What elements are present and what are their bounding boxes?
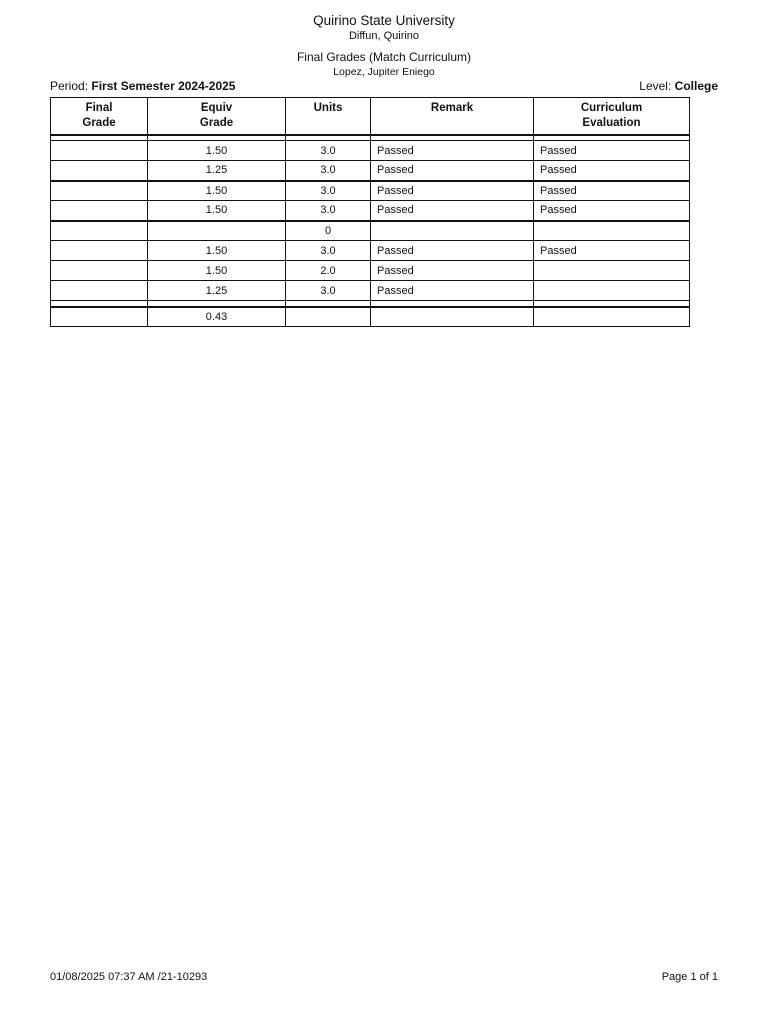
equiv-grade-cell: 1.25	[148, 161, 286, 181]
units-cell: 3.0	[286, 141, 371, 161]
remark-cell: Passed	[371, 141, 534, 161]
remark-cell: Passed	[371, 261, 534, 281]
equiv-grade-cell: 1.50	[148, 141, 286, 161]
final-grade-header-line2: Grade	[82, 117, 116, 129]
remark-cell: Passed	[371, 281, 534, 301]
equiv-grade-cell: 1.25	[148, 281, 286, 301]
grades-table	[50, 97, 690, 327]
total-equiv-grade-cell: 0.43	[148, 307, 286, 327]
equiv-grade-header-line2: Grade	[199, 117, 234, 129]
column-header-equiv-grade	[148, 98, 286, 135]
units-cell: 3.0	[286, 181, 371, 201]
final-grade-cell	[51, 221, 148, 241]
total-evaluation-cell	[534, 307, 690, 327]
column-header-remark	[371, 98, 534, 135]
remark-cell	[371, 221, 534, 241]
evaluation-cell: Passed	[534, 141, 690, 161]
table-row	[51, 241, 690, 261]
table-row	[51, 261, 690, 281]
equiv-grade-cell: 1.50	[148, 261, 286, 281]
remark-cell: Passed	[371, 201, 534, 221]
total-row	[51, 307, 690, 327]
page-number: Page 1 of 1	[661, 971, 718, 983]
units-cell: 3.0	[286, 241, 371, 261]
final-grade-cell	[51, 181, 148, 201]
level-info	[639, 79, 718, 93]
units-cell: 3.0	[286, 201, 371, 221]
equiv-grade-cell: 1.50	[148, 201, 286, 221]
table-row	[51, 281, 690, 301]
equiv-grade-cell	[148, 221, 286, 241]
units-cell: 3.0	[286, 281, 371, 301]
evaluation-cell	[534, 281, 690, 301]
column-header-curriculum-evaluation	[534, 98, 690, 135]
university-address: Diffun, Quirino	[348, 30, 420, 42]
university-name: Quirino State University	[313, 13, 455, 28]
final-grade-cell	[51, 281, 148, 301]
period-info	[50, 79, 235, 93]
final-grade-header-line1: Final	[85, 102, 113, 114]
final-grade-cell	[51, 261, 148, 281]
equiv-grade-cell: 1.50	[148, 241, 286, 261]
table-row	[51, 201, 690, 221]
column-header-units	[286, 98, 371, 135]
table-row	[51, 181, 690, 201]
evaluation-cell: Passed	[534, 161, 690, 181]
level-label: Level:	[639, 79, 672, 93]
final-grade-cell	[51, 241, 148, 261]
table-row	[51, 141, 690, 161]
remark-cell: Passed	[371, 161, 534, 181]
equiv-grade-cell: 1.50	[148, 181, 286, 201]
evaluation-cell: Passed	[534, 201, 690, 221]
evaluation-cell: Passed	[534, 181, 690, 201]
final-grade-cell	[51, 201, 148, 221]
evaluation-cell: Passed	[534, 241, 690, 261]
table-row	[51, 161, 690, 181]
table-row	[51, 221, 690, 241]
period-value: First Semester 2024-2025	[91, 79, 236, 93]
report-title: Final Grades (Match Curriculum)	[296, 50, 472, 64]
table-header-row	[51, 98, 690, 135]
student-name: Lopez, Jupiter Eniego	[333, 66, 435, 78]
total-units-cell	[286, 307, 371, 327]
level-value: College	[674, 79, 718, 93]
final-grade-cell	[51, 161, 148, 181]
units-cell: 0	[286, 221, 371, 241]
evaluation-cell	[534, 221, 690, 241]
total-remark-cell	[371, 307, 534, 327]
curriculum-header-line1: Curriculum	[580, 102, 643, 114]
remark-cell: Passed	[371, 181, 534, 201]
equiv-grade-header-line1: Equiv	[200, 102, 233, 114]
evaluation-cell	[534, 261, 690, 281]
period-label: Period:	[50, 79, 89, 93]
remark-header: Remark	[430, 102, 474, 114]
remark-cell: Passed	[371, 241, 534, 261]
print-timestamp: 01/08/2025 07:37 AM /21-10293	[50, 971, 208, 983]
total-final-grade-cell	[51, 307, 148, 327]
units-cell: 3.0	[286, 161, 371, 181]
column-header-final-grade	[51, 98, 148, 135]
units-cell: 2.0	[286, 261, 371, 281]
final-grade-cell	[51, 141, 148, 161]
units-header: Units	[313, 102, 343, 114]
curriculum-header-line2: Evaluation	[582, 117, 641, 129]
